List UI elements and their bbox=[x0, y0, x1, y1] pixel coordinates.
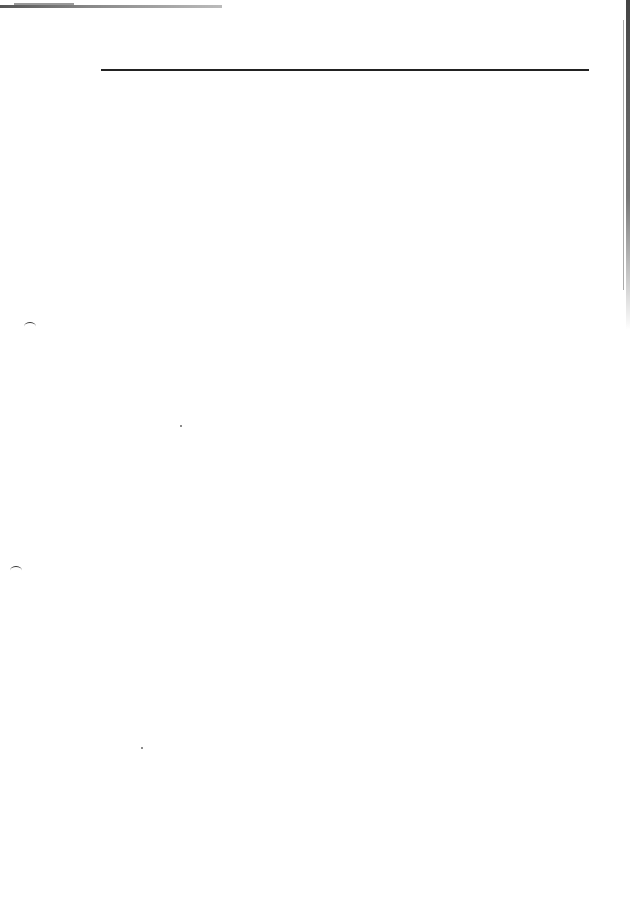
scan-artifact-top bbox=[0, 5, 222, 8]
scan-artifact-top-2 bbox=[14, 3, 74, 5]
section-row bbox=[102, 70, 589, 71]
scan-artifact-right-edge bbox=[626, 0, 630, 330]
scan-artifact-mark bbox=[10, 566, 22, 575]
scan-artifact-dot bbox=[141, 747, 143, 749]
scan-artifact-mark bbox=[24, 322, 36, 331]
scan-artifact-dot bbox=[180, 425, 182, 427]
table-section bbox=[102, 70, 589, 71]
addresses-table bbox=[101, 69, 589, 71]
section-title bbox=[102, 70, 589, 71]
scan-artifact-right-edge-2 bbox=[623, 20, 624, 290]
